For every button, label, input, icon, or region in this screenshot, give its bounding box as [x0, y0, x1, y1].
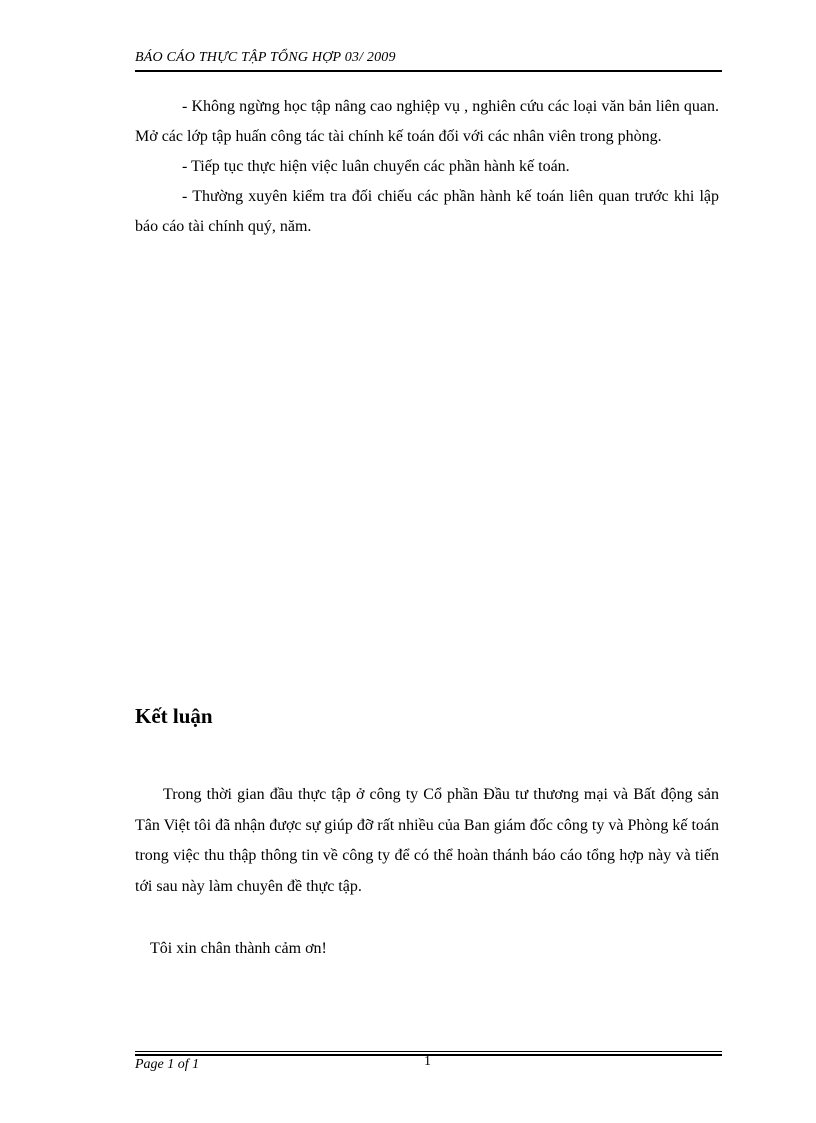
page-header [135, 50, 722, 72]
conclusion-section [135, 780, 719, 902]
footer-page-label: Page 1 of 1 [135, 1057, 200, 1072]
conclusion-paragraph: Trong thời gian đầu thực tập ở công ty Cổ phần Đầu tư thương mại và Bất động sản Tân Việt tôi đã nhận được sự giúp đỡ rất nhiều của Ban giám đốc công ty và Phòng kế toán trong việc thu thập thông tin về công ty để có thể hoàn thánh báo cáo tổng hợp này và tiến tới sau này làm chuyên đề thực tập. [135, 786, 719, 895]
recommendations-section [135, 92, 719, 242]
recommendation-item: - Thường xuyên kiểm tra đối chiếu các phần hành kế toán liên quan trước khi lập báo cáo tài chính quý, năm. [135, 188, 719, 235]
footer-divider [135, 1051, 722, 1052]
page-number: 1 [424, 1054, 431, 1069]
conclusion-heading: Kết luận [135, 704, 213, 728]
recommendation-item: - Không ngừng học tập nâng cao nghiệp vụ , nghiên cứu các loại văn bản liên quan. Mở các lớp tập huấn công tác tài chính kế toán đối với các nhân viên trong phòng. [135, 98, 719, 145]
closing-line: Tôi xin chân thành cảm ơn! [150, 940, 327, 957]
header-title: BÁO CÁO THỰC TẬP TỔNG HỢP 03/ 2009 [135, 50, 396, 65]
recommendation-item: - Tiếp tục thực hiện việc luân chuyển các phần hành kế toán. [182, 158, 570, 175]
